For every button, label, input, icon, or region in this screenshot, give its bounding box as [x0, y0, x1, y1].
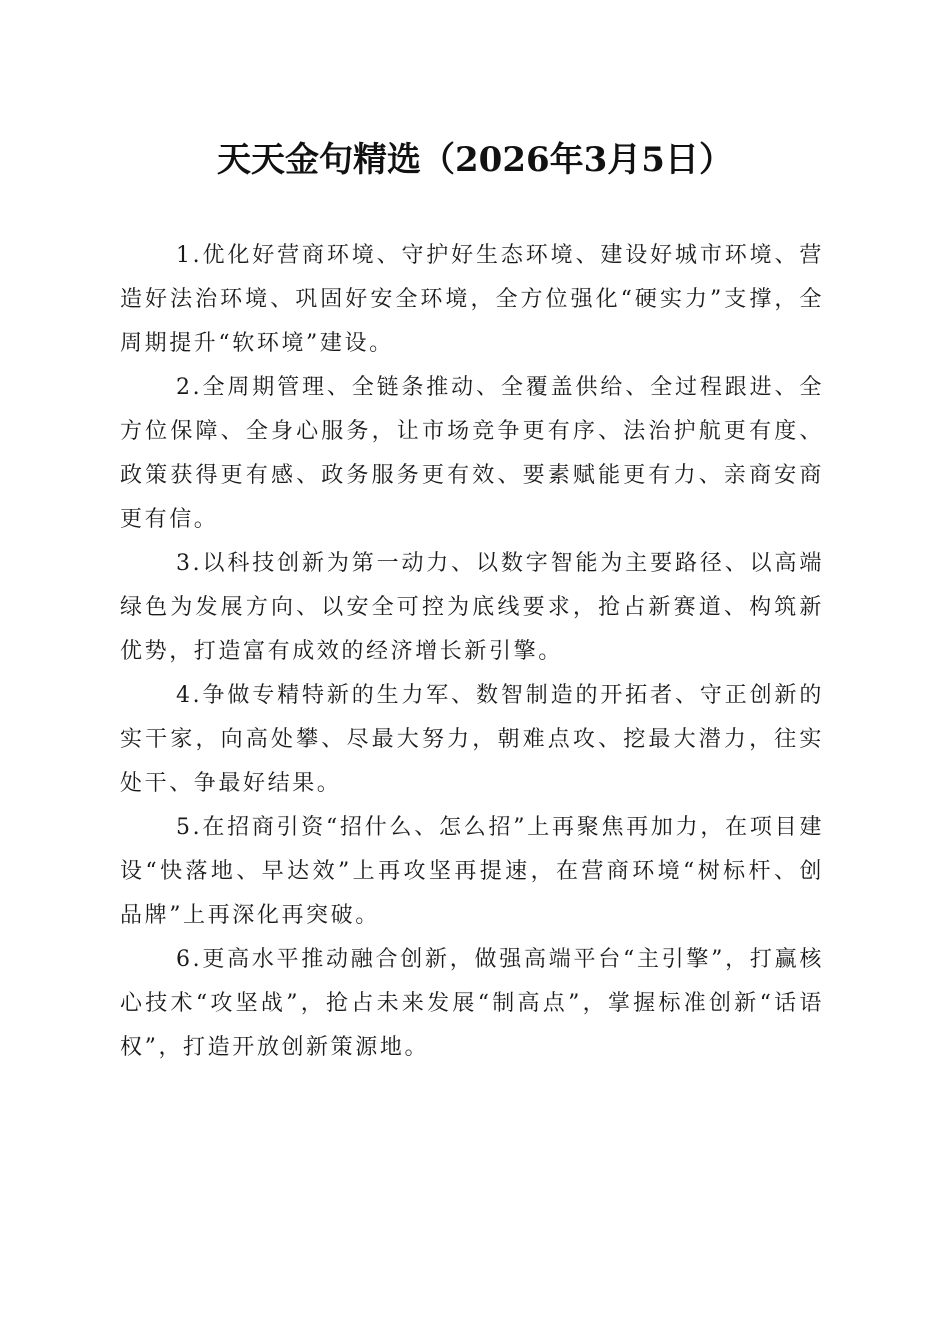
paragraph-5: 5.在招商引资“招什么、怎么招”上再聚焦再加力，在项目建设“快落地、早达效”上再攻坚再提速，在营商环境“树标杆、创品牌”上再深化再突破。	[120, 815, 824, 928]
paragraph-6: 6.更高水平推动融合创新，做强高端平台“主引擎”，打赢核心技术“攻坚战”，抢占未来发展“制高点”，掌握标准创新“话语权”，打造开放创新策源地。	[120, 947, 824, 1060]
paragraph-1: 1.优化好营商环境、守护好生态环境、建设好城市环境、营造好法治环境、巩固好安全环境，全方位强化“硬实力”支撑，全周期提升“软环境”建设。	[120, 243, 824, 356]
document-body	[120, 234, 824, 1070]
paragraph-4: 4.争做专精特新的生力军、数智制造的开拓者、守正创新的实干家，向高处攀、尽最大努力，朝难点攻、挖最大潜力，往实处干、争最好结果。	[120, 683, 824, 796]
paragraph-2: 2.全周期管理、全链条推动、全覆盖供给、全过程跟进、全方位保障、全身心服务，让市场竞争更有序、法治护航更有度、政策获得更有感、政务服务更有效、要素赋能更有力、亲商安商更有信。	[120, 375, 824, 532]
document-title: 天天金句精选（2026年3月5日）	[217, 140, 733, 180]
paragraph-3: 3.以科技创新为第一动力、以数字智能为主要路径、以高端绿色为发展方向、以安全可控为底线要求，抢占新赛道、构筑新优势，打造富有成效的经济增长新引擎。	[120, 551, 824, 664]
